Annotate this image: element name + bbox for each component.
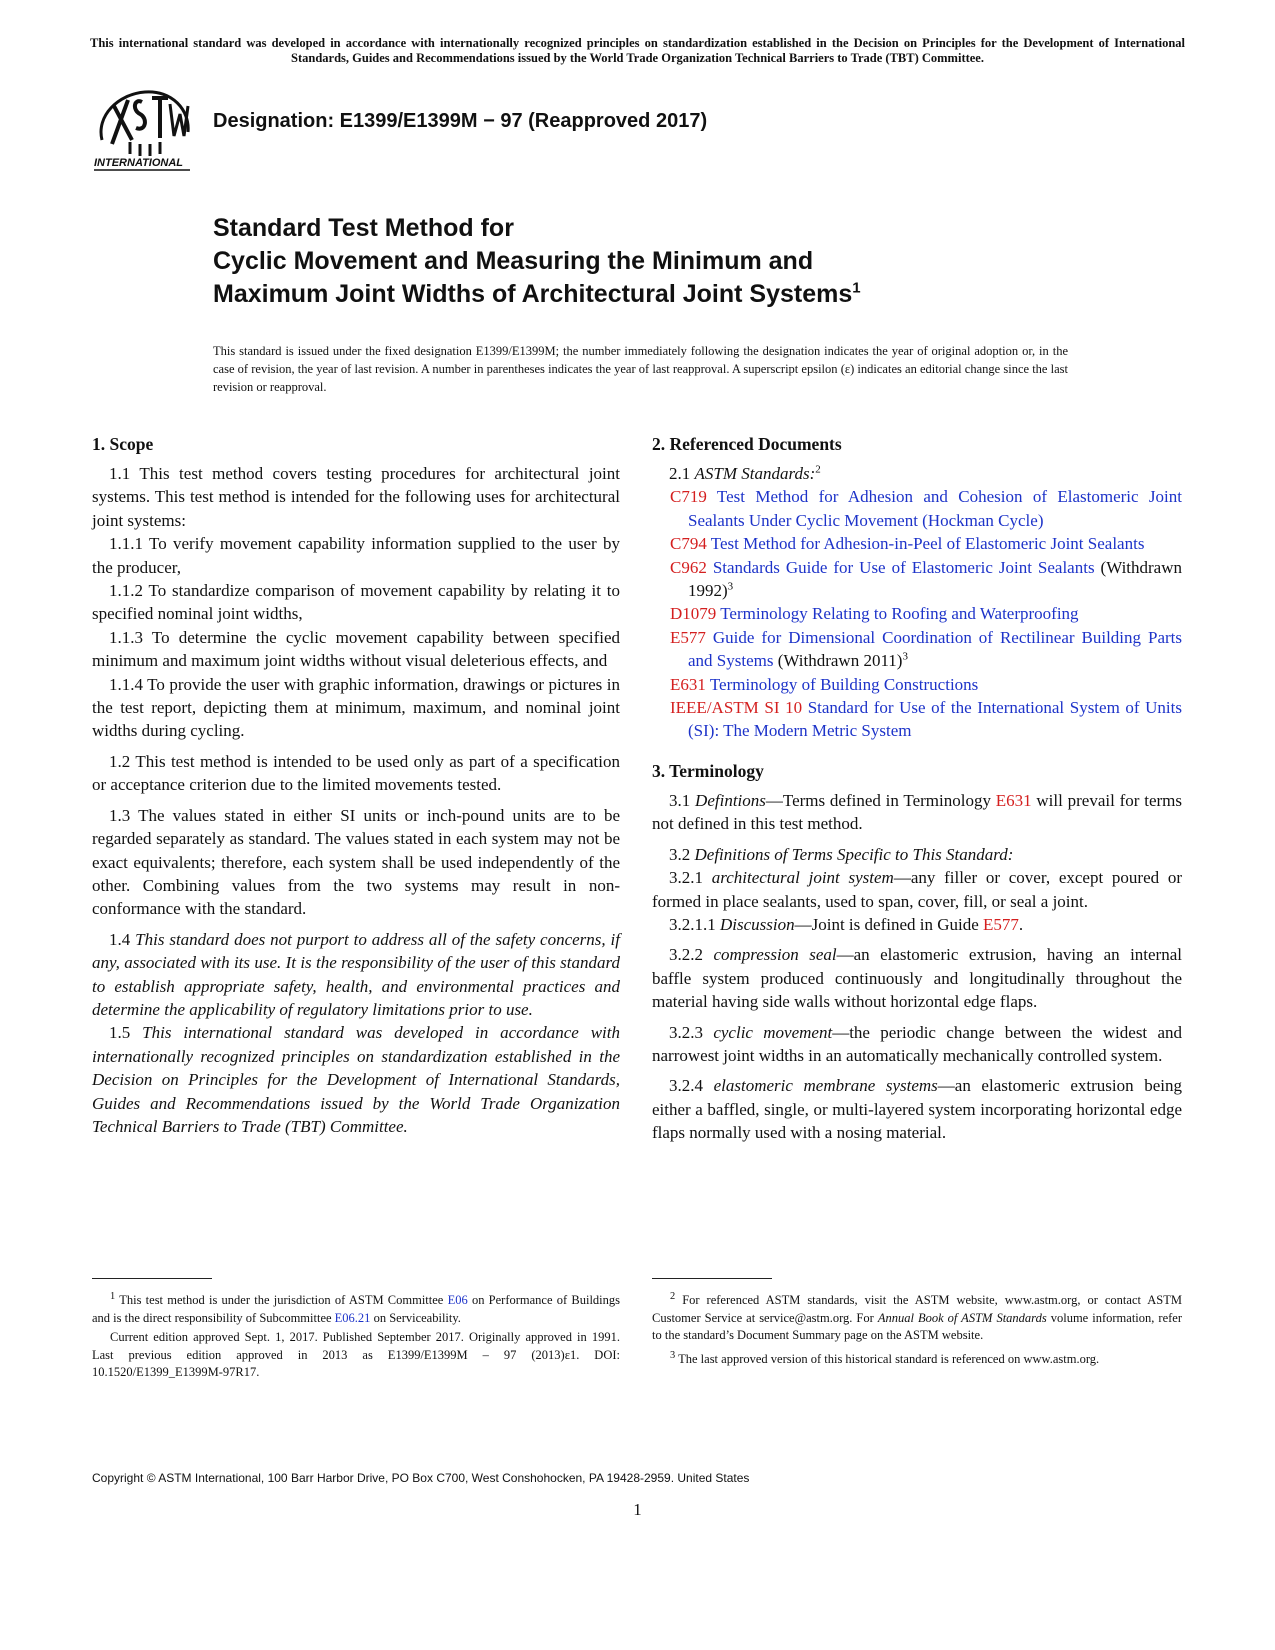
paragraph-2-1 (652, 462, 1182, 485)
title-line-1: Standard Test Method for (213, 214, 514, 242)
footnote-mark: 2 (670, 1291, 676, 1302)
astm-logo (92, 88, 198, 180)
paragraph-number: 3.2.1 (669, 868, 703, 888)
reference-code-link[interactable]: E631 (670, 674, 706, 694)
reference-item (652, 602, 1182, 625)
paragraph-3-2-1-1 (652, 913, 1182, 936)
reference-code-link[interactable]: C962 (670, 557, 707, 577)
footnote-mark: 3 (727, 580, 734, 593)
paragraph-number: 3.2 (669, 844, 691, 864)
definition: —an elastomeric extrusion being either a baffled, single, or multi-layered system incorporating horizontal edge flaps normally used with a nosing material. (652, 1076, 1183, 1143)
paragraph-number: 1.4 (109, 929, 131, 949)
reference-item (652, 532, 1182, 555)
designation: Designation: E1399/E1399M − 97 (Reapproved 2017) (213, 110, 708, 132)
safety-statement: This standard does not purport to address all of the safety concerns, if any, associated with its use. It is the responsibility of the user of this standard to establish appropriate safety, health, and environmental practices and determine the applicability of regulatory limitations prior to use. (92, 929, 620, 1019)
reference-title-link[interactable]: Standards Guide for Use of Elastomeric Joint Sealants (712, 557, 1095, 577)
reference-item (652, 556, 1182, 603)
reference-link-e631[interactable]: E631 (995, 790, 1032, 810)
text: will prevail for terms not defined in this test method. (652, 790, 1182, 834)
footnote-mark: 3 (670, 1349, 676, 1361)
title-line-3: Maximum Joint Widths of Architectural Joint Systems (213, 280, 853, 308)
reference-item (652, 673, 1182, 696)
title-footnote-mark: 1 (852, 279, 861, 297)
logo-text: INTERNATIONAL (94, 157, 184, 169)
paragraph-3-2-3 (652, 1021, 1182, 1068)
paragraph-1-1-4: 1.1.4 To provide the user with graphic information, drawings or pictures in the test report, depicting them at minimum, maximum, and nominal joint widths during cycling. (92, 674, 620, 741)
definition: —an elastomeric extrusion, having an internal baffle system produced continuously and longitudinally throughout the material having side walls without horizontal edge flaps. (652, 945, 1182, 1012)
term: Defintions (695, 790, 766, 810)
text: —Joint is defined in Guide (794, 914, 984, 934)
text: The last approved version of this historical standard is referenced on www.astm.org. (678, 1351, 1100, 1366)
title-line-2: Cyclic Movement and Measuring the Minimum and (213, 247, 814, 275)
reference-title-link[interactable]: Terminology of Building Constructions (709, 674, 979, 694)
text: . (1018, 914, 1024, 934)
reference-title-link[interactable]: Test Method for Adhesion and Cohesion of Elastomeric Joint Sealants Under Cyclic Movement (Hockman Cycle) (688, 487, 1182, 530)
page-number: 1 (633, 1500, 642, 1519)
reference-item (652, 485, 1182, 532)
reference-list (652, 485, 1182, 742)
paragraph-1-1-2: 1.1.2 To standardize comparison of movement capability by relating it to specified nominal joint widths, (92, 581, 620, 624)
subheading: Definitions of Terms Specific to This Standard: (694, 844, 1014, 864)
paragraph-number: 3.2.4 (669, 1076, 703, 1096)
term: elastomeric membrane systems (713, 1076, 938, 1096)
reference-item (652, 626, 1182, 673)
paragraph-number: 1.5 (109, 1023, 131, 1043)
paragraph-1-1-3: 1.1.3 To determine the cyclic movement capability between specified minimum and maximum joint widths without visual deleterious effects, and (92, 627, 620, 671)
reference-code-link[interactable]: C794 (670, 534, 707, 554)
paragraph-1-4 (92, 928, 620, 1022)
term: cyclic movement (713, 1022, 833, 1042)
paragraph-3-1 (652, 789, 1182, 836)
copyright: Copyright © ASTM International, 100 Barr Harbor Drive, PO Box C700, West Conshohocken, PA 19428-2959. United States (92, 1471, 750, 1485)
reference-code-link[interactable]: C719 (670, 487, 707, 507)
reference-code-link[interactable]: E577 (670, 627, 706, 647)
footnote-1 (92, 1288, 620, 1327)
paragraph-number: 3.2.2 (669, 945, 703, 965)
book-title: Annual Book of ASTM Standards (877, 1310, 1047, 1325)
footnotes-left (92, 1288, 620, 1384)
document-title (213, 212, 1033, 311)
text: For referenced ASTM standards, visit the ASTM website, www.astm.org, or contact ASTM Customer Service at service@astm.org. For (652, 1293, 1182, 1325)
paragraph-number: 2.1 (669, 464, 691, 483)
footnote-mark: 3 (902, 650, 908, 663)
paragraph-number: 3.2.1.1 (669, 914, 716, 934)
committee-link[interactable]: E06 (447, 1293, 468, 1308)
footnote-divider-right (652, 1278, 772, 1279)
footnote-divider-left (92, 1278, 212, 1279)
text: volume information, refer to the standard’s Document Summary page on the ASTM website. (652, 1310, 1182, 1343)
text: This test method is under the jurisdiction of ASTM Committee (119, 1293, 448, 1308)
reference-title-link[interactable]: Terminology Relating to Roofing and Waterproofing (720, 604, 1079, 624)
reference-title-link[interactable]: Test Method for Adhesion-in-Peel of Elastomeric Joint Sealants (710, 534, 1145, 554)
paragraph-1-5 (92, 1021, 620, 1138)
paragraph-1-1-1: 1.1.1 To verify movement capability information supplied to the user by the producer, (92, 534, 620, 577)
reference-link-e577[interactable]: E577 (983, 914, 1019, 934)
text: on Performance of Buildings and is the direct responsibility of Subcommittee (92, 1293, 621, 1325)
footnote-edition: Current edition approved Sept. 1, 2017. Published September 2017. Originally approved in 1991. Last previous edition approved in 2013 as E1399/E1399M – 97 (2013)ε1. DOI: 10.1520/E1399_E1399M-97R17. (92, 1330, 620, 1380)
subcommittee-link[interactable]: E06.21 (334, 1310, 371, 1325)
section-heading-scope: 1. Scope (92, 434, 154, 454)
reference-title-link[interactable]: Standard for Use of the International System of Units (SI): The Modern Metric System (688, 698, 1182, 741)
paragraph-3-2-4 (652, 1074, 1182, 1144)
right-column (652, 432, 1182, 1145)
paragraph-number: 3.2.3 (669, 1022, 703, 1042)
text: —Terms defined in Terminology (765, 790, 996, 810)
reference-item (652, 696, 1182, 743)
reference-suffix: (Withdrawn 1992) (688, 557, 1183, 601)
term: architectural joint system (711, 868, 894, 888)
text: on Serviceability. (370, 1310, 461, 1325)
paragraph-number: 3.1 (669, 790, 691, 810)
reference-suffix: (Withdrawn 2011) (773, 651, 903, 671)
footnote-3 (652, 1347, 1182, 1369)
paragraph-1-1: 1.1 This test method covers testing procedures for architectural joint systems. This test method is intended for the following uses for architectural joint systems: (92, 464, 620, 530)
header-notice: This international standard was developed in accordance with internationally recognized principles on standardization established in the Decision on Principles for the Development of International Standards, Guides and Recommendations issued by the World Trade Organization Technical Barriers to Trade (TBT) Committee. (90, 36, 1185, 65)
footnote-mark: 1 (110, 1291, 116, 1302)
footnote-mark: 2 (815, 463, 821, 476)
footnote-2 (652, 1288, 1182, 1345)
wto-statement: This international standard was developed in accordance with internationally recognized principles on standardization established in the Decision on Principles for the Development of International Standards, Guides and Recommendations issued by the World Trade Organization Technical Barriers to Trade (TBT) Committee. (92, 1023, 620, 1136)
section-heading-terminology: 3. Terminology (652, 760, 764, 781)
definition: —any filler or cover, except poured or formed in place sealants, used to span, cover, fill, or seal a joint. (652, 868, 1183, 911)
paragraph-1-3: 1.3 The values stated in either SI units or inch-pound units are to be regarded separately as standard. The values stated in each system may not be exact equivalents; therefore, each system shall be used independently of the other. Combining values from the two systems may result in non-conformance with the standard. (92, 805, 620, 919)
definition: —the periodic change between the widest and narrowest joint widths in an automatically mechanically controlled system. (652, 1022, 1183, 1065)
paragraph-3-2 (652, 843, 1182, 866)
term: compression seal (713, 945, 837, 965)
term: Discussion (720, 914, 795, 934)
issued-note: This standard is issued under the fixed designation E1399/E1399M; the number immediately following the designation indicates the year of original adoption or, in the case of revision, the year of last revision. A number in parentheses indicates the year of last reapproval. A superscript epsilon (ε) indicates an editorial change since the last revision or reapproval. (213, 344, 1068, 394)
astm-standards-label: ASTM Standards: (694, 464, 816, 483)
paragraph-3-2-2 (652, 943, 1182, 1013)
paragraph-1-2: 1.2 This test method is intended to be used only as part of a specification or acceptance criterion due to the limited movements tested. (92, 751, 620, 795)
paragraph-3-2-1 (652, 866, 1182, 913)
footnotes-right (652, 1288, 1182, 1370)
reference-code-link[interactable]: D1079 (670, 604, 717, 624)
left-column (92, 432, 620, 1138)
reference-title-link[interactable]: Guide for Dimensional Coordination of Rectilinear Building Parts and Systems (688, 627, 1183, 671)
reference-code-link[interactable]: IEEE/ASTM SI 10 (670, 698, 803, 718)
section-heading-referenced-documents: 2. Referenced Documents (652, 434, 842, 454)
